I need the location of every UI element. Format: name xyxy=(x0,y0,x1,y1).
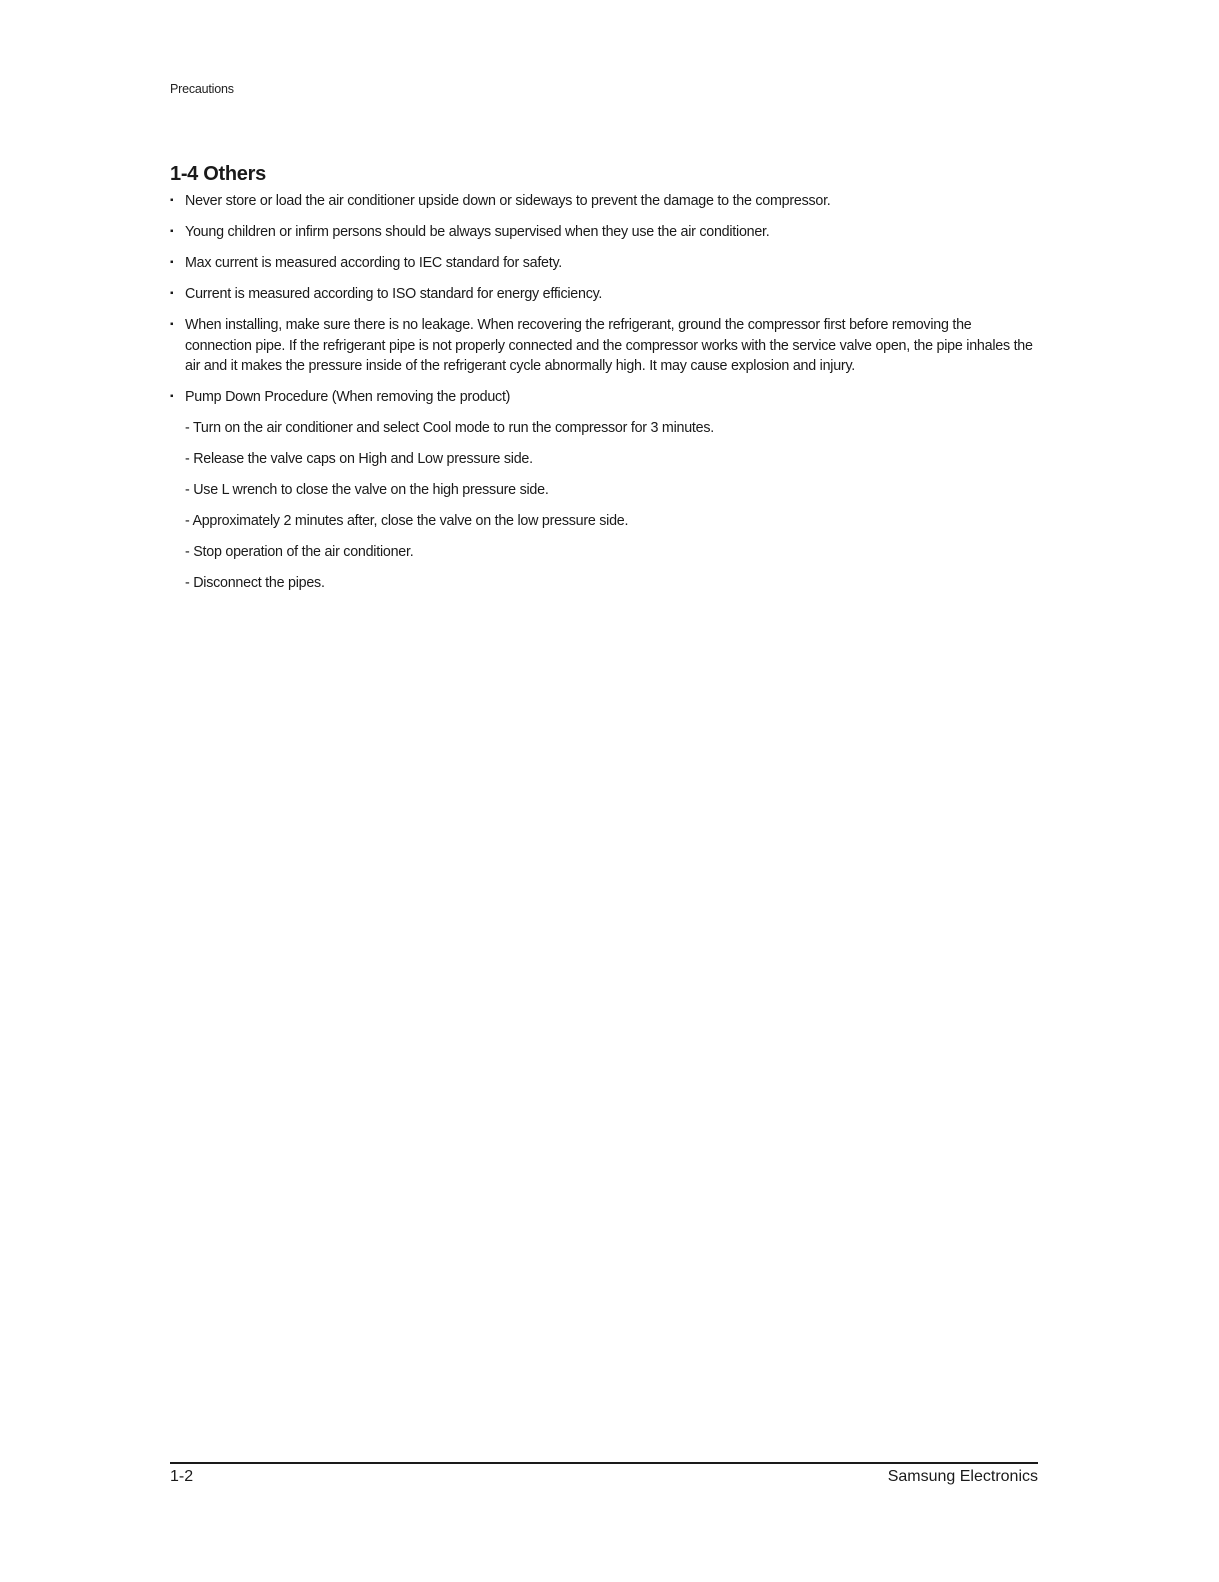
list-item-text: Never store or load the air conditioner upside down or sideways to prevent the damage to the compressor. xyxy=(185,193,831,209)
square-bullet-icon: ▪ xyxy=(170,195,174,206)
list-item xyxy=(170,315,1040,377)
list-item xyxy=(170,253,1040,274)
pump-down-step: - Disconnect the pipes. xyxy=(185,574,325,591)
list-item-text: Pump Down Procedure (When removing the product) xyxy=(185,389,511,405)
section-title: 1-4 Others xyxy=(170,163,266,185)
pump-down-step: - Approximately 2 minutes after, close the valve on the low pressure side. xyxy=(185,512,629,529)
list-item-text: When installing, make sure there is no leakage. When recovering the refrigerant, ground the compressor first before removing the connection pipe. If the refrigerant pipe is not properly connected and the compressor works with the service valve open, the pipe inhales the air and it makes the pressure inside of the refrigerant cycle abnormally high. It may cause explosion and injury. xyxy=(185,317,1033,374)
pump-down-steps xyxy=(170,418,1040,594)
list-item-text: Young children or infirm persons should be always supervised when they use the air conditioner. xyxy=(185,224,770,240)
square-bullet-icon: ▪ xyxy=(170,319,174,330)
running-header: Precautions xyxy=(170,82,234,96)
square-bullet-icon: ▪ xyxy=(170,391,174,402)
precautions-list xyxy=(170,191,1040,593)
list-item xyxy=(170,191,1040,212)
list-item xyxy=(170,284,1040,305)
section-others xyxy=(170,160,1040,604)
pump-down-step: - Use L wrench to close the valve on the high pressure side. xyxy=(185,481,549,498)
page-number: 1-2 xyxy=(170,1468,194,1485)
square-bullet-icon: ▪ xyxy=(170,226,174,237)
list-item-pump-down xyxy=(170,387,1040,593)
pump-down-step: - Turn on the air conditioner and select Cool mode to run the compressor for 3 minutes. xyxy=(185,419,714,436)
list-item-text: Max current is measured according to IEC standard for safety. xyxy=(185,255,563,271)
list-item-text: Current is measured according to ISO standard for energy efficiency. xyxy=(185,286,603,302)
pump-down-step: - Release the valve caps on High and Low pressure side. xyxy=(185,450,533,467)
footer-divider xyxy=(170,1462,1038,1464)
pump-down-step: - Stop operation of the air conditioner. xyxy=(185,543,414,560)
square-bullet-icon: ▪ xyxy=(170,288,174,299)
footer-brand: Samsung Electronics xyxy=(887,1468,1038,1485)
list-item xyxy=(170,222,1040,243)
square-bullet-icon: ▪ xyxy=(170,257,174,268)
